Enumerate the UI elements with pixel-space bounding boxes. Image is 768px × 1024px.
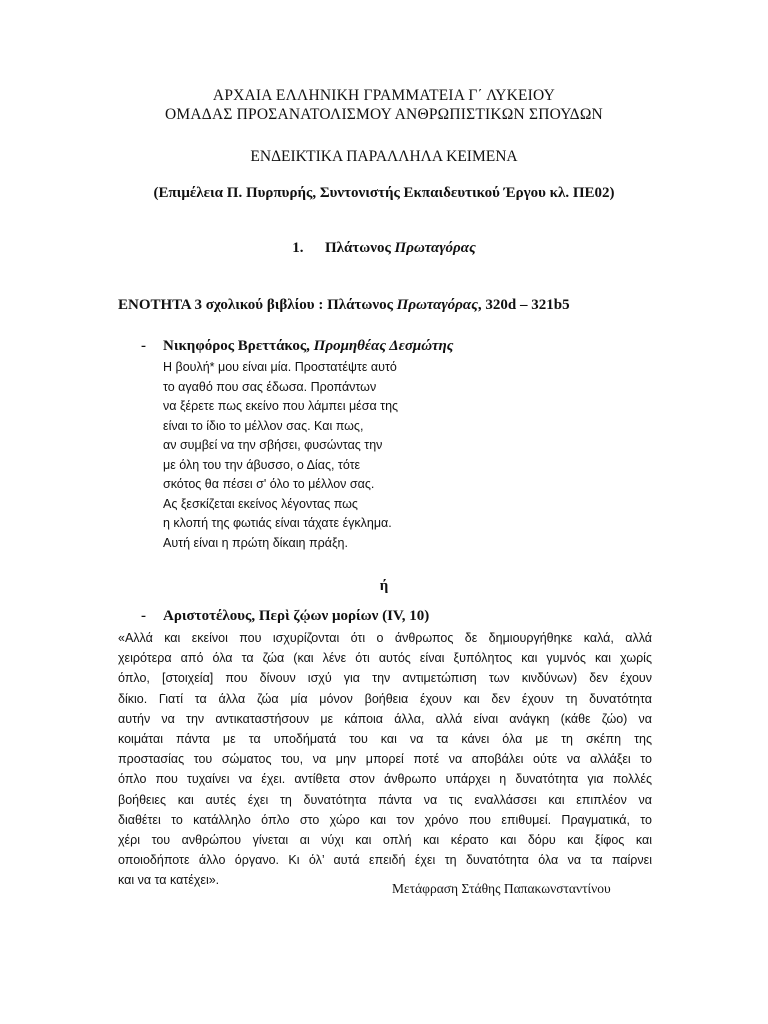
prose-line: όπλο, [στοιχεία] που δίνουν ισχύ για την αντιμετώπιση των κινδύνων) δεν έχουν [118, 671, 652, 686]
poem-line: Αυτή είναι η πρώτη δίκαιη πράξη. [163, 535, 348, 550]
poem-line: Η βουλή* μου είναι μία. Προστατέψτε αυτό [163, 360, 397, 374]
prose-line: όπλο που τυχαίνει να έχει. αντίθετα στον άνθρωπο υπάρχει η δυνατότητα για πολλές [118, 772, 652, 787]
header-line-1: ΑΡΧΑΙΑ ΕΛΛΗΝΙΚΗ ΓΡΑΜΜΑΤΕΙΑ Γ΄ ΛΥΚΕΙΟΥ [212, 87, 556, 104]
prose-line: αυτήν να την αντικαταστήσουν με κάποια άλλα, αλλά είναι ανάγκη (κάθε ζώο) να [118, 711, 652, 726]
prose-line: χειρότερα από όλα τα ζώα (και λένε ότι αυτός είναι ξυπόλητος και γυμνός και χωρίς [118, 651, 652, 666]
separator-or: ή [379, 578, 389, 594]
section-prefix: ΕΝΟΤΗΤΑ 3 σχολικού βιβλίου : Πλάτωνος [118, 297, 397, 313]
prose-line: βοήθειες και αυτές έχει τη δυνατότητα πάντα να τις εναλλάσσει και επιπλέον να [118, 792, 652, 807]
item-work: Πρωταγόρας [394, 240, 476, 256]
prose-line: προστασίας του σώματος του, να μην μπορεί ποτέ να αποβάλει ούτε να αλλάξει το [118, 752, 652, 767]
bullet-dash-2: - [141, 608, 146, 624]
poem-text [163, 358, 398, 553]
poem-line: σκότος θα πέσει σ' όλο το μέλλον σας. [163, 477, 375, 491]
item-number: 1. [292, 240, 304, 256]
poem-line: αν συμβεί να την σβήσει, φυσώντας την [163, 438, 383, 452]
poem-line: να ξέρετε πως εκείνο που λάμπει μέσα της [163, 399, 399, 413]
text1-work: Προμηθέας Δεσμώτης [313, 338, 454, 354]
poem-line: το αγαθό που σας έδωσα. Προπάντων [163, 379, 377, 394]
prose-line: οποιοδήποτε άλλο όργανο. Κι όλ’ αυτά επειδή έχει τη δυνατότητα όλα να τα παίρνει [118, 853, 652, 868]
translator-credit: Μετάφραση Στάθης Παπακωνσταντίνου [392, 881, 611, 896]
item-author: Πλάτωνος [324, 240, 391, 256]
text2-author: Αριστοτέλους, [163, 608, 259, 624]
text1-heading [163, 338, 453, 355]
text2-heading [163, 608, 429, 625]
item-heading [0, 240, 768, 257]
header-line-2: ΟΜΑΔΑΣ ΠΡΟΣΑΝΑΤΟΛΙΣΜΟΥ ΑΝΘΡΩΠΙΣΤΙΚΩΝ ΣΠΟΥΔΩΝ [165, 106, 603, 123]
poem-line: είναι το ίδιο το μέλλον σας. Και πως, [163, 418, 364, 433]
poem-line: με όλη του την άβυσσο, ο Δίας, τότε [163, 457, 361, 472]
text1-author: Νικηφόρος Βρεττάκος, [163, 338, 314, 354]
editor-credit: (Επιμέλεια Π. Πυρπυρής, Συντονιστής Εκπαιδευτικού Έργου κλ. ΠΕ02) [153, 185, 615, 201]
poem-line: η κλοπή της φωτιάς είναι τάχατε έγκλημα. [163, 516, 392, 530]
prose-line: δίκιο. Γιατί τα άλλα ζώα μία μόνον βοήθεια έχουν και δεν έχουν τη δυνατότητα [118, 691, 652, 706]
prose-line: «Αλλά και εκείνοι που ισχυρίζονται ότι ο άνθρωπος δε δημιουργήθηκε καλά, αλλά [118, 631, 652, 645]
poem-line: Ας ξεσκίζεται εκείνος λέγοντας πως [163, 496, 358, 511]
text2-ref: (IV, 10) [378, 608, 430, 624]
prose-line: και να τα κατέχει». [118, 873, 220, 888]
prose-text [118, 628, 652, 890]
document-subtitle: ΕΝΔΕΙΚΤΙΚΑ ΠΑΡΑΛΛΗΛΑ ΚΕΙΜΕΝΑ [250, 148, 518, 165]
prose-line: κοιμάται πάντα με τα υποδήματά του και να τα κάνει όλα με τη σκέπη της [118, 731, 652, 746]
section-ref: , 320d – 321b5 [477, 297, 570, 313]
section-heading [118, 297, 570, 314]
section-work: Πρωταγόρας [396, 297, 478, 313]
prose-line: χέρι του ανθρώπου γίνεται αι νύχι και οπλή και κέρατο και δόρυ και ξίφος και [118, 832, 652, 847]
bullet-dash-1: - [141, 338, 146, 354]
prose-line: διαθέτει το κατάλληλο όπλο στο χώρο και τον χρόνο που επιθυμεί. Πραγματικά, το [118, 812, 652, 827]
text2-work: Περὶ ζῴων μορίων [258, 608, 379, 624]
